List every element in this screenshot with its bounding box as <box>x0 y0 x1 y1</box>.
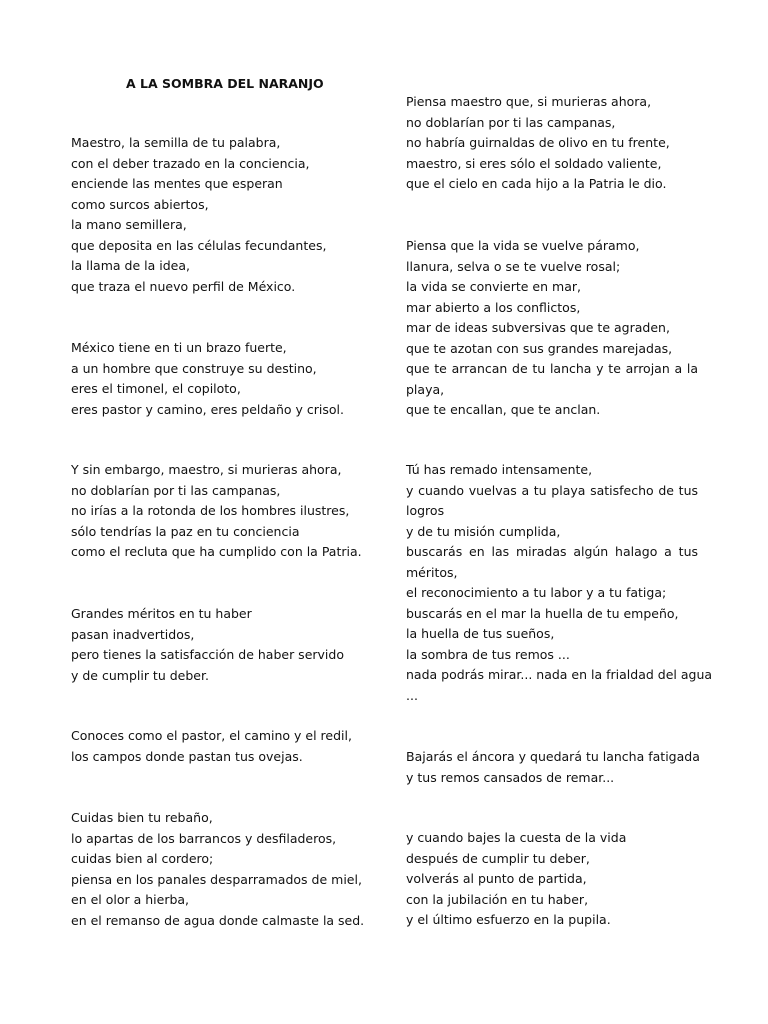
verse-line: que te encallan, que te anclan. <box>406 402 601 417</box>
verse-line: Tú has remado intensamente, <box>406 462 593 477</box>
verse-line: pasan inadvertidos, <box>71 626 195 642</box>
right-stanza-1 <box>406 92 698 195</box>
left-stanza-1 <box>71 133 371 297</box>
verse-line: enciende las mentes que esperan <box>71 176 283 191</box>
verse-line: que te arrancan de tu lancha y te arrojan a la <box>406 361 698 376</box>
verse-line: buscarás en las miradas algún halago a tus <box>406 544 698 559</box>
verse-line: México tiene en ti un brazo fuerte, <box>71 340 287 355</box>
left-stanza-5 <box>71 726 371 767</box>
verse-line: buscarás en el mar la huella de tu empeño, <box>406 605 679 621</box>
verse-line: sólo tendrías la paz en tu conciencia <box>71 523 300 539</box>
verse-line: lo apartas de los barrancos y desfiladeros, <box>71 830 337 846</box>
verse-line: Grandes méritos en tu haber <box>71 606 252 621</box>
verse-line: con el deber trazado en la conciencia, <box>71 155 310 171</box>
verse-line: mar abierto a los conflictos, <box>406 299 581 315</box>
verse-line: logros <box>406 503 445 518</box>
verse-line: piensa en los panales desparramados de miel, <box>71 871 362 887</box>
right-stanza-5 <box>406 828 698 931</box>
verse-line: que te azotan con sus grandes marejadas, <box>406 340 673 356</box>
verse-line: y de cumplir tu deber. <box>71 667 209 683</box>
verse-line: Cuidas bien tu rebaño, <box>71 810 213 825</box>
verse-line: pero tienes la satisfacción de haber servido <box>71 647 344 662</box>
verse-line: y el último esfuerzo en la pupila. <box>406 912 611 927</box>
verse-line: Conoces como el pastor, el camino y el redil, <box>71 728 352 743</box>
verse-line: no doblarían por ti las campanas, <box>71 482 281 498</box>
verse-line: la llama de la idea, <box>71 258 190 273</box>
right-stanza-2 <box>406 236 698 421</box>
verse-line: con la jubilación en tu haber, <box>406 891 589 907</box>
verse-line: que deposita en las células fecundantes, <box>71 237 327 253</box>
right-stanza-4 <box>406 747 698 788</box>
verse-line: Maestro, la semilla de tu palabra, <box>71 135 281 150</box>
verse-line: volverás al punto de partida, <box>406 871 587 886</box>
verse-line: méritos, <box>406 564 458 580</box>
verse-line: la sombra de tus remos ... <box>406 646 570 662</box>
verse-line: Piensa maestro que, si murieras ahora, <box>406 94 652 109</box>
right-stanza-3 <box>406 460 713 706</box>
poem-title: A LA SOMBRA DEL NARANJO <box>126 76 324 91</box>
verse-line: nada podrás mirar... nada en la frialdad del agua <box>406 667 713 682</box>
verse-line: eres el timonel, el copiloto, <box>71 381 241 396</box>
verse-line: cuidas bien al cordero; <box>71 851 214 866</box>
verse-line: la mano semillera, <box>71 217 187 232</box>
verse-line: llanura, selva o se te vuelve rosal; <box>406 258 621 274</box>
left-stanza-2 <box>71 338 371 420</box>
verse-line: y cuando bajes la cuesta de la vida <box>406 830 627 845</box>
verse-line: a un hombre que construye su destino, <box>71 360 317 376</box>
verse-line: el reconocimiento a tu labor y a tu fatiga; <box>406 585 667 600</box>
verse-line: Bajarás el áncora y quedará tu lancha fatigada <box>406 749 700 764</box>
verse-line: que el cielo en cada hijo a la Patria le dio. <box>406 176 667 191</box>
verse-line: no irías a la rotonda de los hombres ilustres, <box>71 503 350 518</box>
left-stanza-3 <box>71 460 371 563</box>
verse-line: los campos donde pastan tus ovejas. <box>71 748 303 764</box>
verse-line: que traza el nuevo perfil de México. <box>71 278 296 294</box>
verse-line: mar de ideas subversivas que te agraden, <box>406 320 670 335</box>
left-stanza-4 <box>71 604 371 686</box>
verse-line: no doblarían por ti las campanas, <box>406 114 616 130</box>
verse-line: ... <box>406 687 418 703</box>
verse-line: y cuando vuelvas a tu playa satisfecho de tus <box>406 482 698 498</box>
verse-line: después de cumplir tu deber, <box>406 850 590 866</box>
verse-line: eres pastor y camino, eres peldaño y crisol. <box>71 401 344 417</box>
verse-line: en el olor a hierba, <box>71 892 190 907</box>
verse-line: como surcos abiertos, <box>71 196 209 212</box>
verse-line: en el remanso de agua donde calmaste la sed. <box>71 912 365 928</box>
verse-line: Y sin embargo, maestro, si murieras ahora, <box>71 462 342 477</box>
verse-line: y tus remos cansados de remar... <box>406 769 615 785</box>
verse-line: como el recluta que ha cumplido con la Patria. <box>71 544 362 559</box>
verse-line: no habría guirnaldas de olivo en tu frente, <box>406 135 670 150</box>
left-stanza-6 <box>71 808 371 931</box>
verse-line: maestro, si eres sólo el soldado valiente, <box>406 155 662 171</box>
verse-line: y de tu misión cumplida, <box>406 523 561 539</box>
verse-line: playa, <box>406 381 445 397</box>
verse-line: la vida se convierte en mar, <box>406 279 581 294</box>
verse-line: la huella de tus sueños, <box>406 626 555 641</box>
verse-line: Piensa que la vida se vuelve páramo, <box>406 238 640 253</box>
